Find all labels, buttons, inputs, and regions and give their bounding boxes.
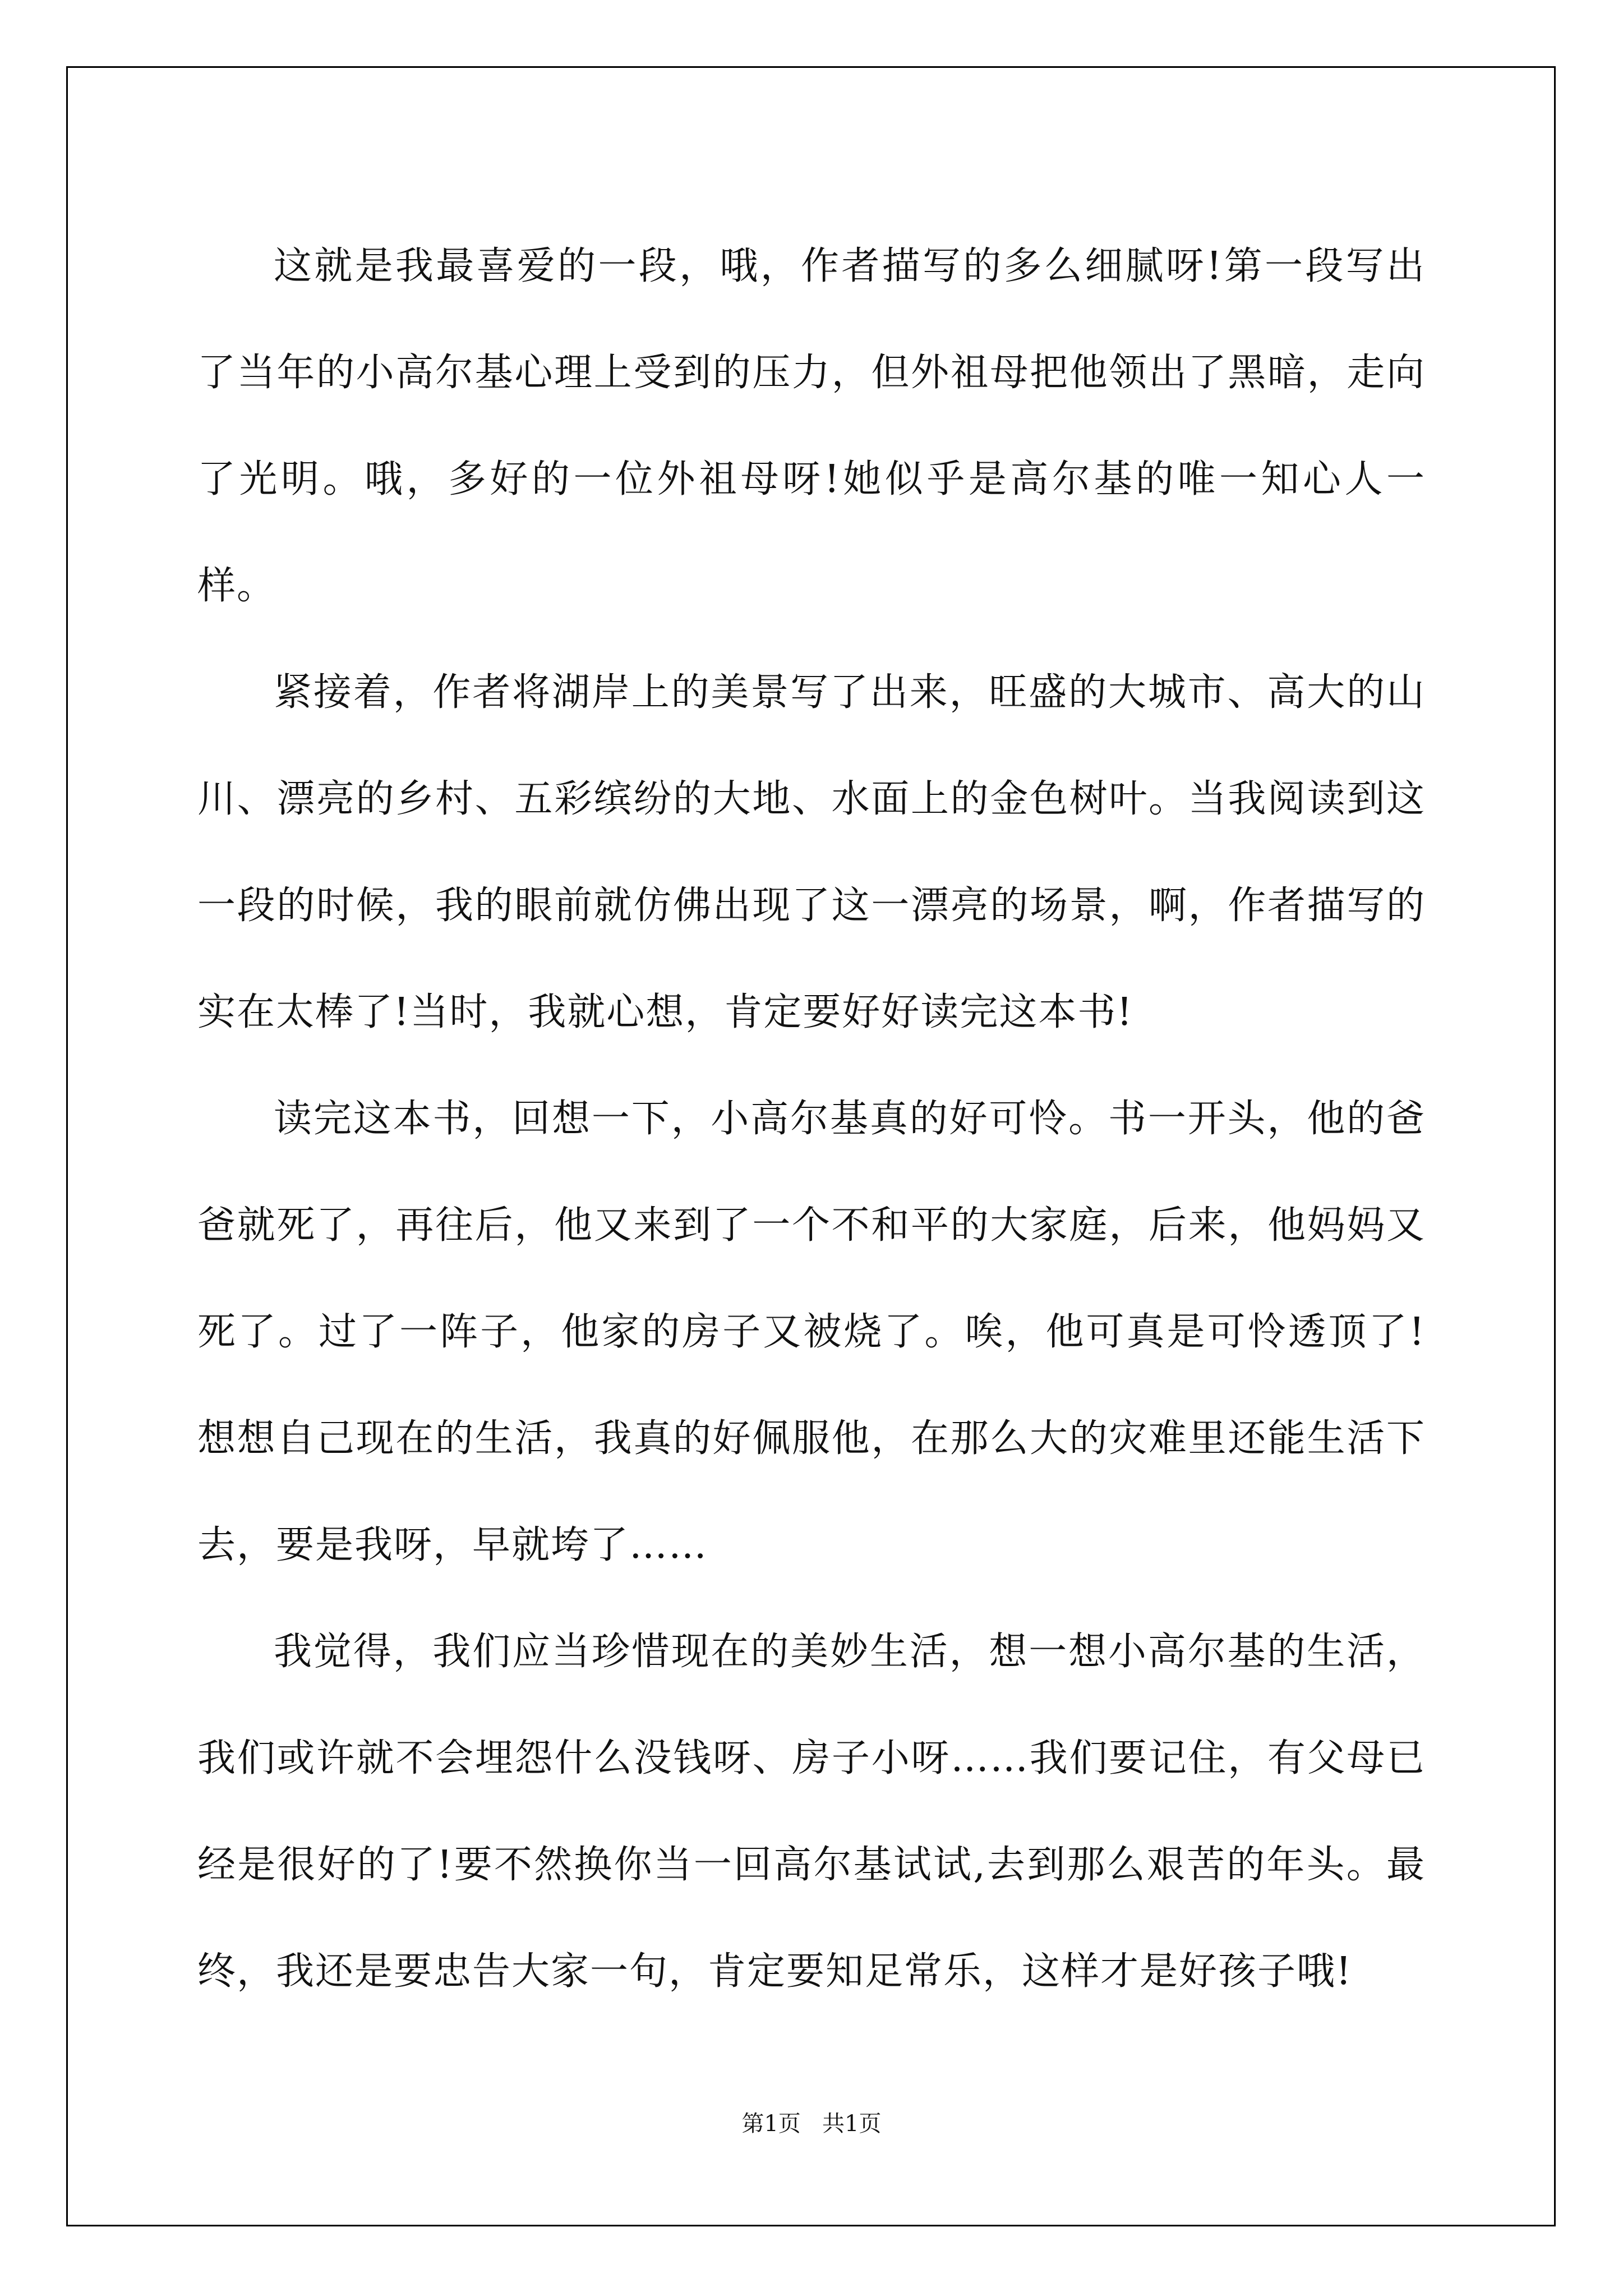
paragraph-4: 我觉得，我们应当珍惜现在的美妙生活，想一想小高尔基的生活，我们或许就不会埋怨什么没钱呀、房子小呀……我们要记住，有父母已经是很好的了!要不然换你当一回高尔基试试,去到那么艰苦的年头。最终，我还是要忠告大家一句，肯定要知足常乐，这样才是好孩子哦! — [197, 1630, 1426, 1994]
document-body — [197, 213, 1426, 2025]
paragraph-2: 紧接着，作者将湖岸上的美景写了出来，旺盛的大城市、高大的山川、漂亮的乡村、五彩缤纷的大地、水面上的金色树叶。当我阅读到这一段的时候，我的眼前就仿佛出现了这一漂亮的场景，啊，作者描写的实在太棒了!当时，我就心想，肯定要好好读完这本书! — [197, 670, 1426, 1034]
paragraph-1: 这就是我最喜爱的一段，哦，作者描写的多么细腻呀!第一段写出了当年的小高尔基心理上受到的压力，但外祖母把他领出了黑暗，走向了光明。哦，多好的一位外祖母呀!她似乎是高尔基的唯一知心人一样。 — [197, 244, 1426, 608]
paragraph-3: 读完这本书，回想一下，小高尔基真的好可怜。书一开头，他的爸爸就死了，再往后，他又来到了一个不和平的大家庭，后来，他妈妈又死了。过了一阵子，他家的房子又被烧了。唉，他可真是可怜透顶了!想想自己现在的生活，我真的好佩服他，在那么大的灾难里还能生活下去，要是我呀，早就垮了…… — [197, 1097, 1426, 1567]
page-number-footer: 第1页 共1页 — [741, 2111, 882, 2137]
